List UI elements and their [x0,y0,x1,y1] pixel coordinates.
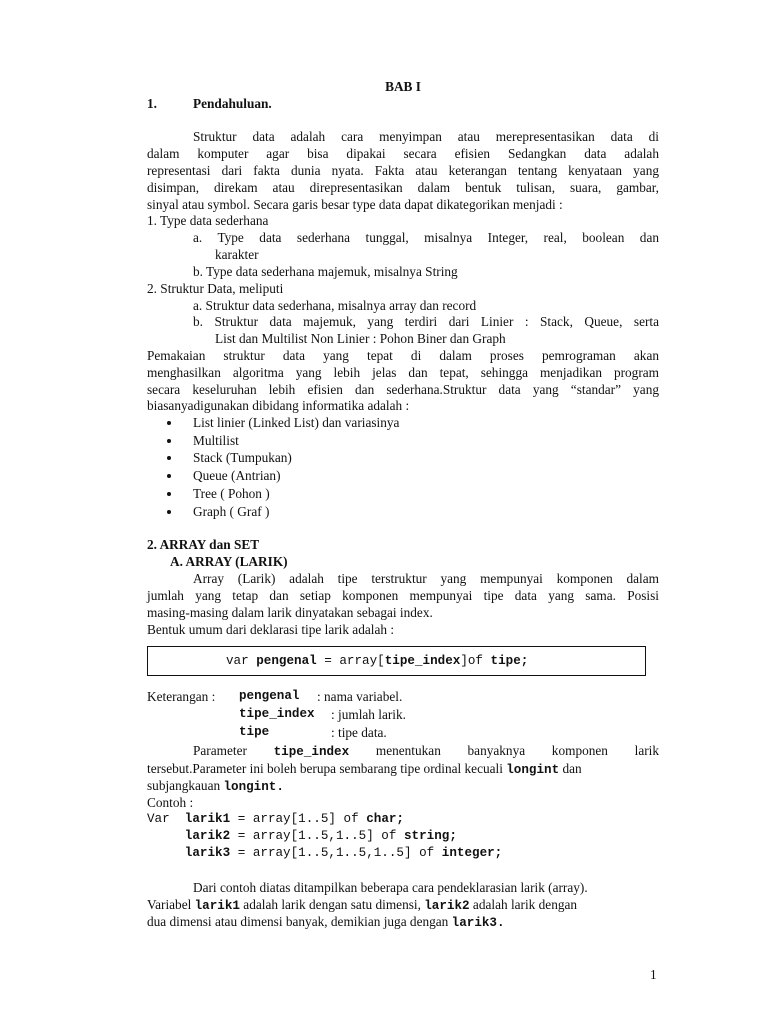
section1-number: 1. [147,96,157,111]
intro-line-1: Struktur data adalah cara menyimpan atau merepresentasikan data di [193,129,659,144]
type-item-2b: b. Struktur data majemuk, yang terdiri dari Linier : Stack, Queue, serta [193,314,659,329]
chapter-title: BAB I [385,79,421,94]
type-item-2b-cont: List dan Multilist Non Linier : Pohon Biner dan Graph [215,331,506,346]
keterangan-term: tipe [239,725,270,739]
final-line-1: Dari contoh diatas ditampilkan beberapa cara pendeklarasian larik (array). [193,880,588,895]
bullet-dot [167,474,171,478]
array-para-line-1: Array (Larik) adalah tipe terstruktur yang mempunyai komponen dalam [193,571,659,586]
declaration-code: var pengenal = array[tipe_index]of tipe; [226,654,529,668]
bullet-item: Tree ( Pohon ) [193,486,270,501]
keterangan-label: Keterangan : [147,689,216,704]
type-item-1a-cont: karakter [215,247,259,262]
type-item-2a: a. Struktur data sederhana, misalnya array dan record [193,298,477,313]
intro-line-2: dalam komputer agar bisa dipakai secara efisien Sedangkan data adalah [147,146,659,161]
para2-line-2: menghasilkan algoritma yang lebih jelas dan tepat, sehingga menjadikan program [147,365,659,380]
code-line-1: Var larik1 = array[1..5] of char; [147,812,404,826]
section2-heading: 2. ARRAY dan SET [147,537,260,552]
code-line-3: larik3 = array[1..5,1..5,1..5] of integer; [184,846,503,860]
decl-intro: Bentuk umum dari deklarasi tipe larik adalah : [147,622,395,637]
bullet-dot [167,510,171,514]
keterangan-term: pengenal [239,689,300,703]
para2-line-3: secara keseluruhan lebih efisien dan sederhana.Struktur data yang “standar” yang [147,382,659,397]
keterangan-desc: : tipe data. [331,725,387,740]
keterangan-term: tipe_index [239,707,315,721]
bullet-dot [167,421,171,425]
intro-line-5: sinyal atau symbol. Secara garis besar type data dapat dikategorikan menjadi : [147,197,563,212]
bullet-item: List linier (Linked List) dan variasinya [193,415,400,430]
bullet-item: Stack (Tumpukan) [193,450,292,465]
para2-line-4: biasanyadigunakan dibidang informatika adalah : [147,398,410,413]
intro-line-4: disimpan, direkam atau direpresentasikan dalam bentuk tulisan, suara, gambar, [147,180,659,195]
declaration-box [147,646,646,676]
bullet-dot [167,439,171,443]
code-line-2: larik2 = array[1..5,1..5] of string; [184,829,457,843]
bullet-item: Multilist [193,433,239,448]
page-number: 1 [650,967,657,982]
bullet-item: Graph ( Graf ) [193,504,270,519]
bullet-dot [167,456,171,460]
contoh-label: Contoh : [147,795,194,810]
bullet-item: Queue (Antrian) [193,468,281,483]
type-item-1b: b. Type data sederhana majemuk, misalnya String [193,264,458,279]
param-line-3: subjangkauan longint. [147,778,284,794]
type-item-2: 2. Struktur Data, meliputi [147,281,284,296]
array-para-line-3: masing-masing dalam larik dinyatakan sebagai index. [147,605,433,620]
section1-title: Pendahuluan. [193,96,272,111]
type-item-1a: a. Type data sederhana tunggal, misalnya Integer, real, boolean dan [193,230,659,245]
keterangan-desc: : nama variabel. [317,689,403,704]
param-line-1: Parameter tipe_index menentukan banyaknya komponen larik [193,743,659,759]
subsection-heading: A. ARRAY (LARIK) [170,554,288,569]
bullet-dot [167,492,171,496]
final-line-3: dua dimensi atau dimensi banyak, demikian juga dengan larik3. [147,914,505,930]
final-line-2: Variabel larik1 adalah larik dengan satu dimensi, larik2 adalah larik dengan [147,897,578,913]
keterangan-desc: : jumlah larik. [331,707,406,722]
type-item-1: 1. Type data sederhana [147,213,269,228]
section1-heading [147,95,659,112]
intro-line-3: representasi dari fakta dunia nyata. Fakta atau keterangan tentang kenyataan yang [147,163,659,178]
array-para-line-2: jumlah yang tetap dan setiap komponen mempunyai tipe data yang sama. Posisi [147,588,659,603]
param-line-2: tersebut.Parameter ini boleh berupa sembarang tipe ordinal kecuali longint dan [147,761,582,777]
para2-line-1: Pemakaian struktur data yang tepat di dalam proses pemrograman akan [147,348,659,363]
